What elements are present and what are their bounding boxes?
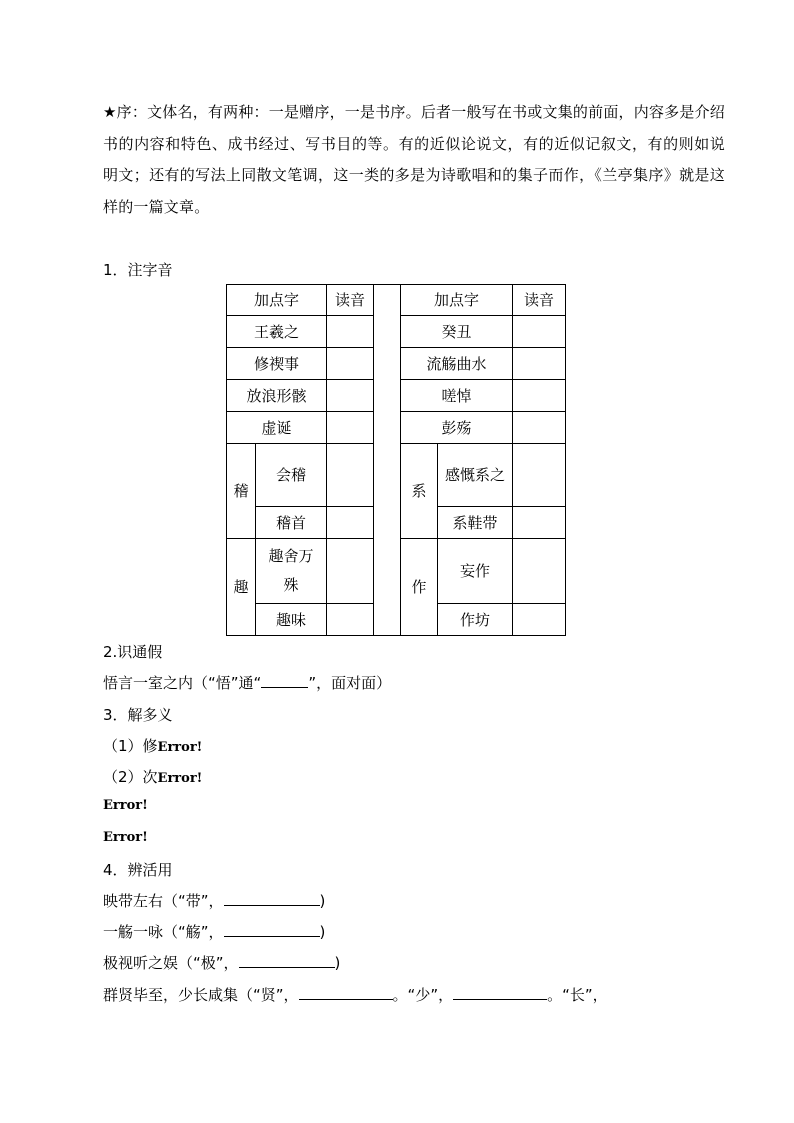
word-cell: 趣舍万殊	[256, 539, 327, 604]
pron-blank[interactable]	[513, 348, 566, 380]
error-line: Error!	[103, 798, 148, 813]
word-cell: 王羲之	[227, 316, 327, 348]
header-pron: 读音	[513, 285, 566, 316]
pron-blank[interactable]	[513, 380, 566, 412]
header-pron: 读音	[327, 285, 374, 316]
word-cell: 会稽	[256, 444, 327, 507]
header-word: 加点字	[227, 285, 327, 316]
error-text: Error!	[157, 771, 203, 786]
huoyong-close: )	[334, 954, 341, 972]
pron-blank[interactable]	[513, 316, 566, 348]
duoyi-item-2	[103, 766, 202, 787]
answer-blank[interactable]	[224, 922, 320, 937]
huoyong-text: 一觞一咏（“觞”，	[103, 923, 224, 941]
pron-blank[interactable]	[327, 604, 374, 636]
word-cell: 修禊事	[227, 348, 327, 380]
pron-blank[interactable]	[327, 380, 374, 412]
section-4-heading: 4．辨活用	[103, 861, 173, 879]
group-char: 趣	[227, 539, 256, 636]
error-text: Error!	[157, 740, 203, 755]
pron-blank[interactable]	[327, 444, 374, 507]
pron-blank[interactable]	[327, 348, 374, 380]
pron-blank[interactable]	[513, 507, 566, 539]
answer-blank[interactable]	[239, 953, 335, 968]
word-cell: 感慨系之	[438, 444, 513, 507]
huoyong-item	[103, 952, 340, 973]
pron-blank[interactable]	[513, 412, 566, 444]
word-cell: 癸丑	[401, 316, 513, 348]
tongjia-text-b: ”，面对面）	[308, 674, 392, 692]
pron-blank[interactable]	[513, 604, 566, 636]
huoyong-text: 。“长”，	[547, 986, 608, 1004]
huoyong-text: 群贤毕至，少长咸集（“贤”，	[103, 986, 299, 1004]
word-cell: 流觞曲水	[401, 348, 513, 380]
tongjia-line	[103, 672, 391, 693]
group-char: 系	[401, 444, 438, 539]
answer-blank[interactable]	[224, 891, 320, 906]
pron-blank[interactable]	[327, 539, 374, 604]
group-char: 稽	[227, 444, 256, 539]
word-cell: 彭殇	[401, 412, 513, 444]
group-char: 作	[401, 539, 438, 636]
huoyong-text: 极视听之娱（“极”，	[103, 954, 239, 972]
pron-blank[interactable]	[327, 507, 374, 539]
section-1-heading: 1．注字音	[103, 261, 173, 279]
huoyong-close: )	[319, 892, 326, 910]
huoyong-item	[103, 921, 325, 942]
huoyong-text: 。“少”，	[392, 986, 454, 1004]
huoyong-last-item	[103, 984, 608, 1005]
duoyi-label: （2）次	[103, 768, 158, 786]
pron-blank[interactable]	[327, 316, 374, 348]
huoyong-close: )	[319, 923, 326, 941]
pronunciation-table	[226, 284, 566, 636]
pron-blank[interactable]	[513, 539, 566, 604]
duoyi-label: （1）修	[103, 737, 158, 755]
word-cell: 放浪形骸	[227, 380, 327, 412]
word-cell: 稽首	[256, 507, 327, 539]
word-cell: 系鞋带	[438, 507, 513, 539]
table-spacer	[374, 285, 401, 636]
section-3-heading: 3．解多义	[103, 706, 173, 724]
word-cell: 嗟悼	[401, 380, 513, 412]
huoyong-text: 映带左右（“带”，	[103, 892, 224, 910]
pron-blank[interactable]	[513, 444, 566, 507]
answer-blank[interactable]	[453, 985, 547, 1000]
word-cell: 作坊	[438, 604, 513, 636]
section-2-heading: 2.识通假	[103, 643, 163, 661]
word-cell: 趣味	[256, 604, 327, 636]
header-word: 加点字	[401, 285, 513, 316]
error-line: Error!	[103, 830, 148, 845]
answer-blank[interactable]	[299, 985, 393, 1000]
pron-blank[interactable]	[327, 412, 374, 444]
huoyong-item	[103, 890, 325, 911]
word-cell: 虚诞	[227, 412, 327, 444]
word-cell: 妄作	[438, 539, 513, 604]
duoyi-item-1	[103, 735, 202, 756]
answer-blank[interactable]	[261, 673, 308, 688]
tongjia-text-a: 悟言一室之内（“悟”通“	[103, 674, 262, 692]
intro-paragraph: ★序：文体名，有两种：一是赠序，一是书序。后者一般写在书或文集的前面，内容多是介绍书的内容和特色、成书经过、写书目的等。有的近似论说文，有的近似记叙文，有的则如说明文；还有的写法上同散文笔调，这一类的多是为诗歌唱和的集子而作，《兰亭集序》就是这样的一篇文章。	[103, 103, 725, 216]
